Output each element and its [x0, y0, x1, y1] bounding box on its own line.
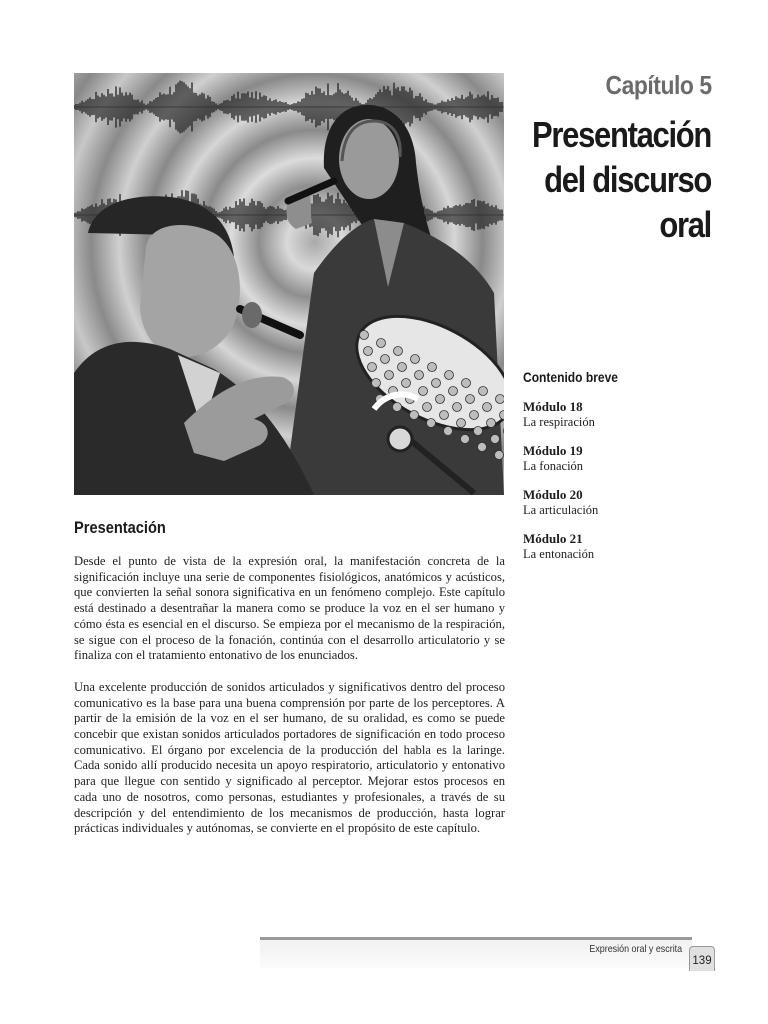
module-item — [523, 399, 713, 430]
chapter-title-line: oral — [659, 204, 711, 245]
chapter-title-line: Presentación — [532, 114, 711, 155]
chapter-number: Capítulo 5 — [605, 70, 712, 100]
page-number: 139 — [692, 955, 712, 967]
module-name: La respiración — [523, 415, 595, 429]
chapter-hero-image — [74, 73, 504, 495]
hero-illustration — [74, 73, 504, 495]
footer-book-title: Expresión oral y escrita — [589, 943, 682, 955]
module-item — [523, 487, 713, 518]
module-name: La entonación — [523, 547, 595, 561]
module-title: Módulo 20 — [523, 487, 583, 502]
contents-heading: Contenido breve — [523, 369, 619, 385]
section-body — [74, 554, 505, 853]
chapter-contents — [523, 369, 713, 575]
module-title: Módulo 21 — [523, 531, 583, 546]
module-item — [523, 443, 713, 474]
singer-left-figure — [74, 196, 314, 495]
module-name: La fonación — [523, 459, 584, 473]
module-name: La articulación — [523, 503, 599, 517]
module-title: Módulo 18 — [523, 399, 583, 414]
chapter-title-line: del discurso — [544, 159, 711, 200]
module-item — [523, 531, 713, 562]
body-paragraph: Una excelente producción de sonidos articulados y significativos dentro del proceso comunicativo es la base para una buena comprensión por parte de los perceptores. A partir de la emisión de la voz en el ser humano, de su oralidad, es como se puede concebir que existan sonidos articulados portadores de significación en todo proceso comunicativo. El órgano por excelencia de la producción del habla es la laringe. Cada sonido allí producido necesita un apoyo respiratorio, articulatorio y entonativo para que llegue con sentido y significado al perceptor. Mejorar estos procesos en cada uno de nosotros, como personas, estudiantes y profesionales, a través de su descripción y del entendimiento de los mecanismos de producción, hasta lograr prácticas individuales y autónomas, se convierte en el propósito de este capítulo. — [74, 679, 505, 836]
module-title: Módulo 19 — [523, 443, 583, 458]
chapter-title — [487, 112, 711, 247]
section-heading: Presentación — [74, 518, 166, 537]
body-paragraph: Desde el punto de vista de la expresión oral, la manifestación concreta de la significación incluye una serie de componentes fisiológicos, anatómicos y acústicos, que convierten la señal sonora significativa en un fenómeno complejo. Este capítulo está destinado a desentrañar la manera como se produce la voz en el ser humano y cómo ésta es esencial en el discurso. Se empieza por el mecanismo de la respiración, se sigue con el proceso de la fonación, continúa con el desarrollo articulatorio y se finaliza con el tratamiento entonativo de los enunciados. — [74, 554, 505, 663]
